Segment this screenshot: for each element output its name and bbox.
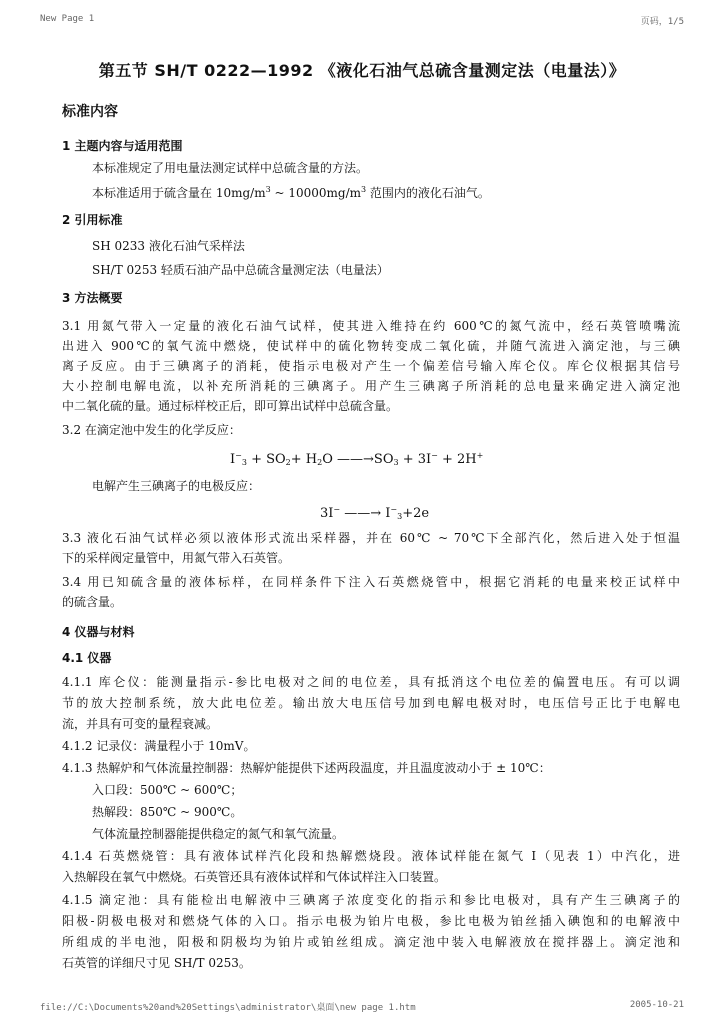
para-4-1-1-line: 4.1.1 库仑仪：能测量指示-参比电极对之间的电位差，具有抵消这个电位差的偏置电压。有可以调 [62, 675, 680, 689]
heading-standard-content: 标准内容 [62, 104, 118, 120]
reference-sh0233: SH 0233 液化石油气采样法 [92, 239, 245, 253]
para-4-1-5-line: 阳极-阴极电极对和燃烧气体的入口。指示电极为铂片电极，参比电极为铂丝插入碘饱和的电解液中 [62, 914, 680, 928]
print-date: 2005-10-21 [629, 1000, 684, 1010]
para-3-1-line: 3.1 用氮气带入一定量的液化石油气试样，使其进入维持在约 600℃的氮气流中，经石英管喷嘴流 [62, 319, 680, 333]
para-4-1-3: 4.1.3 热解炉和气体流量控制器：热解炉能提供下述两段温度，并且温度波动小于 ± 10℃： [62, 761, 551, 775]
para-3-4-line: 的硫含量。 [62, 595, 123, 609]
para-4-1-3-flow: 气体流量控制器能提供稳定的氮气和氧气流量。 [92, 827, 345, 841]
section-3-title: 3 方法概要 [62, 291, 123, 305]
reference-sht0253: SH/T 0253 轻质石油产品中总硫含量测定法（电量法） [92, 263, 389, 277]
para-3-1-line: 离子反应。由于三碘离子的消耗，使指示电极对产生一个偏差信号输入库仑仪。库仑仪根据其信号 [62, 359, 680, 373]
para-4-1-5-line: 所组成的半电池，阳极和阴极均为铂片或铂丝组成。滴定池中装入电解液放在搅拌器上。滴定池和 [62, 935, 680, 949]
page-title: 第五节 SH/T 0222—1992 《液化石油气总硫含量测定法（电量法）》 [98, 61, 626, 80]
para-4-1-5-line: 石英管的详细尺寸见 SH/T 0253。 [62, 956, 251, 970]
para-3-4-line: 3.4 用已知硫含量的液体标样，在同样条件下注入石英燃烧管中，根据它消耗的电量来校正试样中 [62, 575, 680, 589]
para-4-1-3-inlet: 入口段：500℃ ~ 600℃； [92, 783, 243, 797]
para-4-1-1-line: 流，并具有可变的量程衰减。 [62, 717, 219, 731]
para-4-1-2: 4.1.2 记录仪：满量程小于 10mV。 [62, 739, 256, 753]
chemical-equation-1: $I^-_3 + SO_2+ H_2O$ $——\to SO_3 + 3I^- + 2H^+$ [230, 451, 484, 467]
para-3-2: 3.2 在滴定池中发生的化学反应： [62, 423, 241, 437]
section-2-title: 2 引用标准 [62, 213, 123, 227]
page-number: 页码，1/5 [640, 17, 684, 27]
browser-print-header-title: New Page 1 [40, 14, 95, 24]
chemical-equation-2: 3I− ——→ $I^-_3+2e$ [320, 505, 430, 521]
section-4-1-title: 4.1 仪器 [62, 651, 112, 665]
para-3-3-line: 下的采样阀定量管中，用氮气带入石英管。 [62, 551, 291, 565]
para-4-1-4-line: 4.1.4 石英燃烧管：具有液体试样汽化段和热解燃烧段。液体试样能在氮气 I（见表 1）中汽化，进 [62, 849, 680, 863]
section-1-para-1: 本标准规定了用电量法测定试样中总硫含量的方法。 [92, 161, 369, 175]
para-4-1-4-line: 入热解段在氧气中燃烧。石英管还具有液体试样和气体试样注入口装置。 [62, 870, 447, 884]
section-1-para-2: 本标准适用于硫含量在 $10mg/m^3$ ~ $10000mg/m^3$ 范围内的液化石油气。 [92, 185, 490, 200]
para-3-3-line: 3.3 液化石油气试样必须以液体形式流出采样器，并在 60℃ ~ 70℃下全部汽化，然后进入处于恒温 [62, 531, 680, 545]
para-4-1-1-line: 节的放大控制系统，放大此电位差。输出放大电压信号加到电解电极对时，电压信号正比于电解电 [62, 696, 680, 710]
file-path-footer: file://C:\Documents%20and%20Settings\administrator\桌面\new page 1.htm [40, 1003, 416, 1013]
para-4-1-3-pyrolysis: 热解段：850℃ ~ 900℃。 [92, 805, 243, 819]
section-1-title: 1 主题内容与适用范围 [62, 139, 183, 153]
para-4-1-5-line: 4.1.5 滴定池：具有能检出电解液中三碘离子浓度变化的指示和参比电极对，具有产生三碘离子的 [62, 893, 680, 907]
para-3-1-line: 中二氧化硫的量。通过标样校正后，即可算出试样中总硫含量。 [62, 399, 399, 413]
section-4-title: 4 仪器与材料 [62, 625, 135, 639]
para-3-1-line: 出进入 900℃的氧气流中燃烧，使试样中的硫化物转变成二氧化硫，并随气流进入滴定池，与三碘 [62, 339, 680, 353]
electrode-reaction-label: 电解产生三碘离子的电极反应： [92, 479, 261, 493]
para-3-1-line: 大小控制电解电流，以补充所消耗的三碘离子。用产生三碘离子所消耗的总电量来确定进入滴定池 [62, 379, 680, 393]
